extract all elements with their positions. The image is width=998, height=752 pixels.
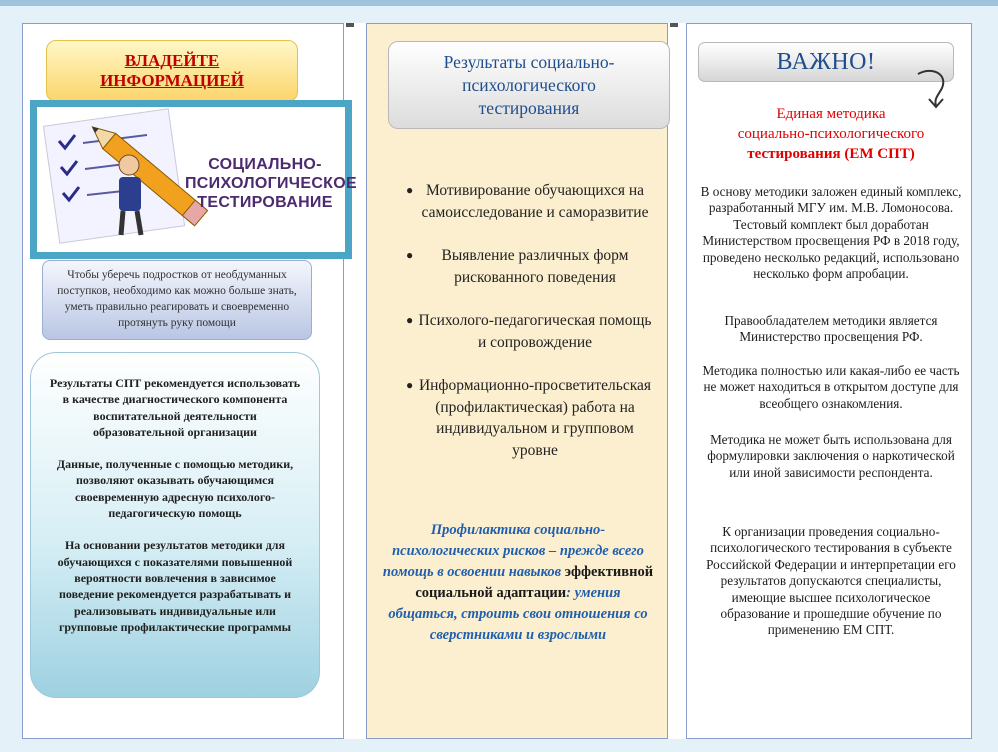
method-paragraph: В основу методики заложен единый комплекс, разработанный МГУ им. М.В. Ломоносова. Тестовый комплект был доработан Министерством просвещения РФ в 2018 году, проведено несколько редакций, использовано несколько форм апробации. bbox=[700, 184, 962, 282]
method-title-line: социально-психологического bbox=[737, 126, 925, 142]
own-information-header bbox=[46, 40, 298, 102]
own-information-label: ВЛАДЕЙТЕ ИНФОРМАЦИЕЙ bbox=[100, 51, 244, 90]
recommendation-paragraph: Результаты СПТ рекомендуется использовать в качестве диагностического компонента воспитательной деятельности образовательной организации bbox=[49, 376, 301, 439]
bullet-icon: ● bbox=[406, 378, 414, 392]
prophylaxis-note bbox=[380, 520, 656, 646]
results-header bbox=[388, 41, 670, 129]
illustration-title-line: СОЦИАЛЬНО- bbox=[208, 156, 322, 173]
method-paragraph: Правообладателем методики является Министерство просвещения РФ. bbox=[724, 313, 938, 345]
list-item bbox=[396, 245, 656, 288]
method-paragraph: Методика полностью или какая-либо ее часть не может находиться в открытом доступе для всеобщего ознакомления. bbox=[702, 363, 960, 411]
recommendation-paragraph: Данные, полученные с помощью методики, позволяют оказывать обучающимся своевременную адресную психолого-педагогическую помощь bbox=[56, 457, 294, 521]
recommendations-box bbox=[30, 352, 320, 698]
bullet-icon: ● bbox=[406, 183, 414, 197]
top-border bbox=[0, 0, 998, 6]
testing-illustration bbox=[30, 100, 357, 259]
method-title bbox=[700, 104, 962, 164]
list-item bbox=[396, 310, 656, 353]
column-gap bbox=[668, 23, 686, 739]
prophylaxis-emphasis: эффективной социальной адаптации bbox=[415, 564, 654, 601]
prophylaxis-text: : умения общаться, строить свои отношения со сверстниками и взрослыми bbox=[388, 585, 648, 643]
prophylaxis-text: Профилактика социально-психологических рисков – прежде всего помощь в освоении навыков bbox=[382, 522, 644, 580]
list-item bbox=[396, 180, 656, 223]
results-header-text: Результаты социально-психологического тестирования bbox=[443, 51, 615, 118]
fold-mark bbox=[670, 23, 678, 27]
method-paragraph: Методика не может быть использована для формулировки заключения о наркотической или иной зависимости респондента. bbox=[707, 432, 955, 480]
list-item-text: Информационно-просветительская (профилактическая) работа на индивидуальном и групповом уровне bbox=[418, 377, 652, 459]
method-title-line: тестирования (ЕМ СПТ) bbox=[747, 146, 915, 162]
method-title-line: Единая методика bbox=[776, 106, 886, 122]
list-item bbox=[396, 375, 656, 461]
bullet-icon: ● bbox=[406, 313, 414, 327]
list-item-text: Выявление различных форм рискованного поведения bbox=[441, 247, 629, 286]
illustration-title bbox=[185, 155, 357, 212]
results-list bbox=[396, 180, 656, 483]
illustration-title-line: ТЕСТИРОВАНИЕ bbox=[197, 194, 333, 211]
list-item-text: Мотивирование обучающихся на самоисследование и саморазвитие bbox=[421, 182, 649, 221]
list-item-text: Психолого-педагогическая помощь и сопровождение bbox=[418, 312, 652, 351]
illustration-title-line: ПСИХОЛОГИЧЕСКОЕ bbox=[185, 175, 357, 192]
important-label: ВАЖНО! bbox=[776, 48, 876, 75]
fold-mark bbox=[346, 23, 354, 27]
intro-text: Чтобы уберечь подростков от необдуманных поступков, необходимо как можно больше знать, уметь правильно реагировать и своевременно протянуть руку помощи bbox=[57, 269, 297, 329]
method-paragraph: К организации проведения социально-психологического тестирования в субъекте Российской Федерации и интерпретации его результатов допускаются специалисты, имеющие высшее психологическое образование и прошедшие обучение по применению ЕМ СПТ. bbox=[706, 524, 956, 638]
intro-box bbox=[42, 260, 312, 340]
bullet-icon: ● bbox=[406, 248, 414, 262]
recommendation-paragraph: На основании результатов методики для обучающихся с показателями повышенной вероятности вовлечения в зависимое поведение рекомендуется разрабатывать и реализовывать индивидуальные или групповые профилактические программы bbox=[57, 538, 293, 634]
